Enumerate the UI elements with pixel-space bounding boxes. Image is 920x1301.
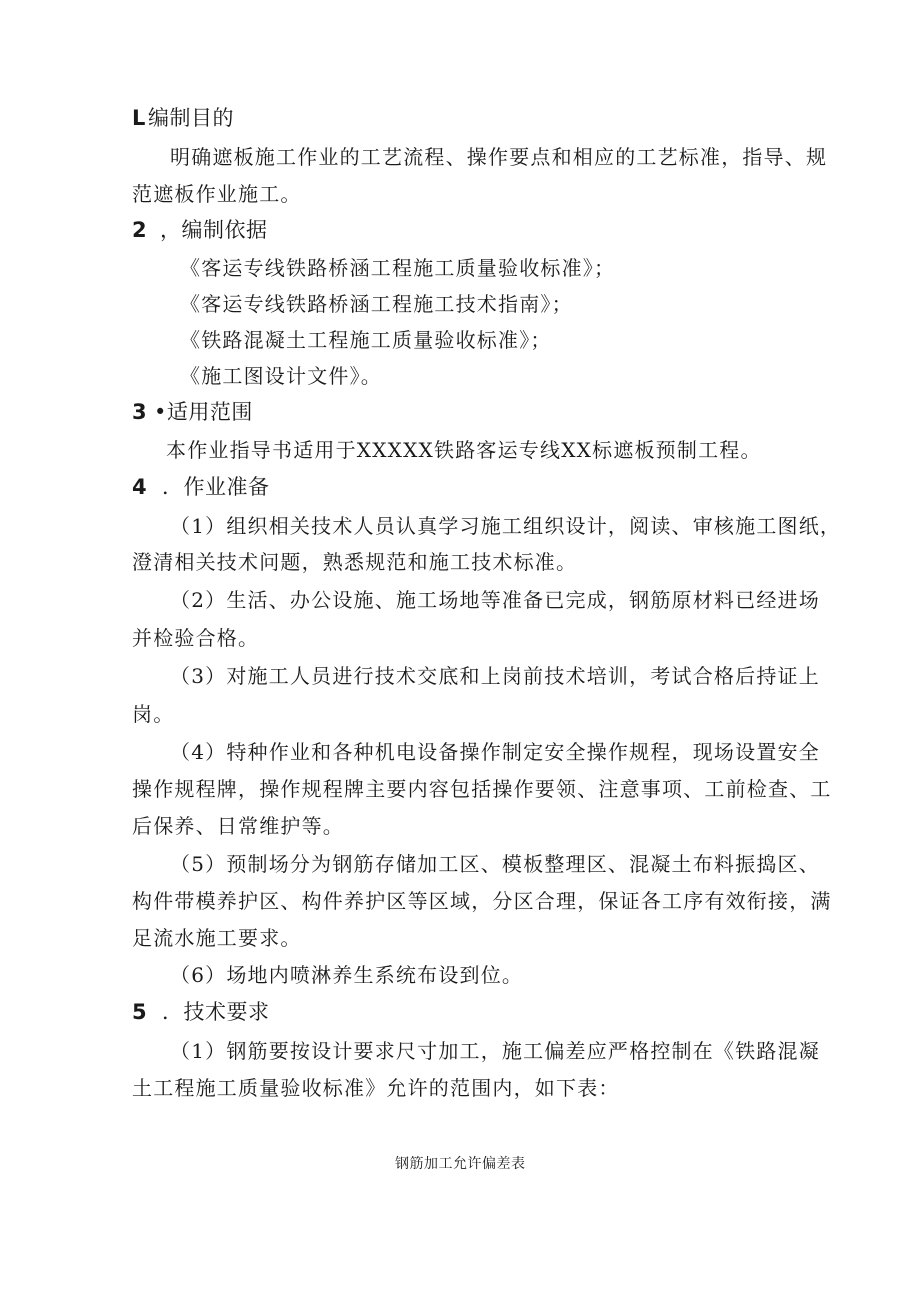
section-title: •适用范围 xyxy=(154,400,253,424)
section-title: ，编制依据 xyxy=(160,218,268,242)
table-caption: 钢筋加工允许偏差表 xyxy=(395,1156,526,1172)
reference-item: 《客运专线铁路桥涵工程施工技术指南》； xyxy=(180,292,573,316)
section-number: 2 xyxy=(132,218,148,242)
paragraph-line: （1）钢筋要按设计要求尺寸加工，施工偏差应严格控制在《铁路混凝 xyxy=(170,1039,820,1063)
section-number: 3 xyxy=(132,400,148,424)
section-heading-2 xyxy=(132,218,268,242)
paragraph-line: 后保养、日常维护等。 xyxy=(132,814,344,838)
paragraph-line: （1）组织相关技术人员认真学习施工组织设计，阅读、审核施工图纸， xyxy=(170,514,842,538)
reference-item: 《施工图设计文件》。 xyxy=(180,364,382,388)
paragraph-line: 岗。 xyxy=(132,702,175,726)
section-title: ．作业准备 xyxy=(162,475,270,499)
paragraph-line: （3）对施工人员进行技术交底和上岗前技术培训，考试合格后持证上 xyxy=(170,664,820,688)
section-heading-1 xyxy=(132,106,234,130)
paragraph-line: 构件带模养护区、构件养护区等区域，分区合理，保证各工序有效衔接，满 xyxy=(132,889,832,913)
section-heading-5 xyxy=(132,1000,270,1024)
paragraph-line: 操作规程牌，操作规程牌主要内容包括操作要领、注意事项、工前检查、工 xyxy=(132,777,832,801)
section-title: 编制目的 xyxy=(148,106,234,130)
paragraph-line: 足流水施工要求。 xyxy=(132,926,302,950)
section-heading-4 xyxy=(132,475,270,499)
reference-item: 《铁路混凝土工程施工质量验收标准》； xyxy=(180,328,552,352)
paragraph-line: 明确遮板施工作业的工艺流程、操作要点和相应的工艺标准，指导、规 xyxy=(170,145,828,169)
paragraph-line: （4）特种作业和各种机电设备操作制定安全操作规程，现场设置安全 xyxy=(170,740,820,764)
paragraph-line: （6）场地内喷淋养生系统布设到位。 xyxy=(170,963,524,987)
paragraph-line: （2）生活、办公设施、施工场地等准备已完成，钢筋原材料已经进场 xyxy=(170,588,820,612)
paragraph-line: 范遮板作业施工。 xyxy=(132,182,302,206)
paragraph-line: （5）预制场分为钢筋存储加工区、模板整理区、混凝土布料振捣区、 xyxy=(170,852,820,876)
section-heading-3 xyxy=(132,400,253,424)
section-number: 5 xyxy=(132,1000,148,1024)
paragraph-line: 并检验合格。 xyxy=(132,626,260,650)
reference-item: 《客运专线铁路桥涵工程施工质量验收标准》； xyxy=(180,256,616,280)
paragraph-line: 澄清相关技术问题，熟悉规范和施工技术标准。 xyxy=(132,550,578,574)
section-title: ．技术要求 xyxy=(162,1000,270,1024)
section-number: L xyxy=(132,106,146,130)
section-number: 4 xyxy=(132,475,148,499)
paragraph-line: 本作业指导书适用于XXXXX铁路客运专线XX标遮板预制工程。 xyxy=(166,438,762,462)
paragraph-line: 土工程施工质量验收标准》允许的范围内，如下表： xyxy=(132,1076,620,1100)
